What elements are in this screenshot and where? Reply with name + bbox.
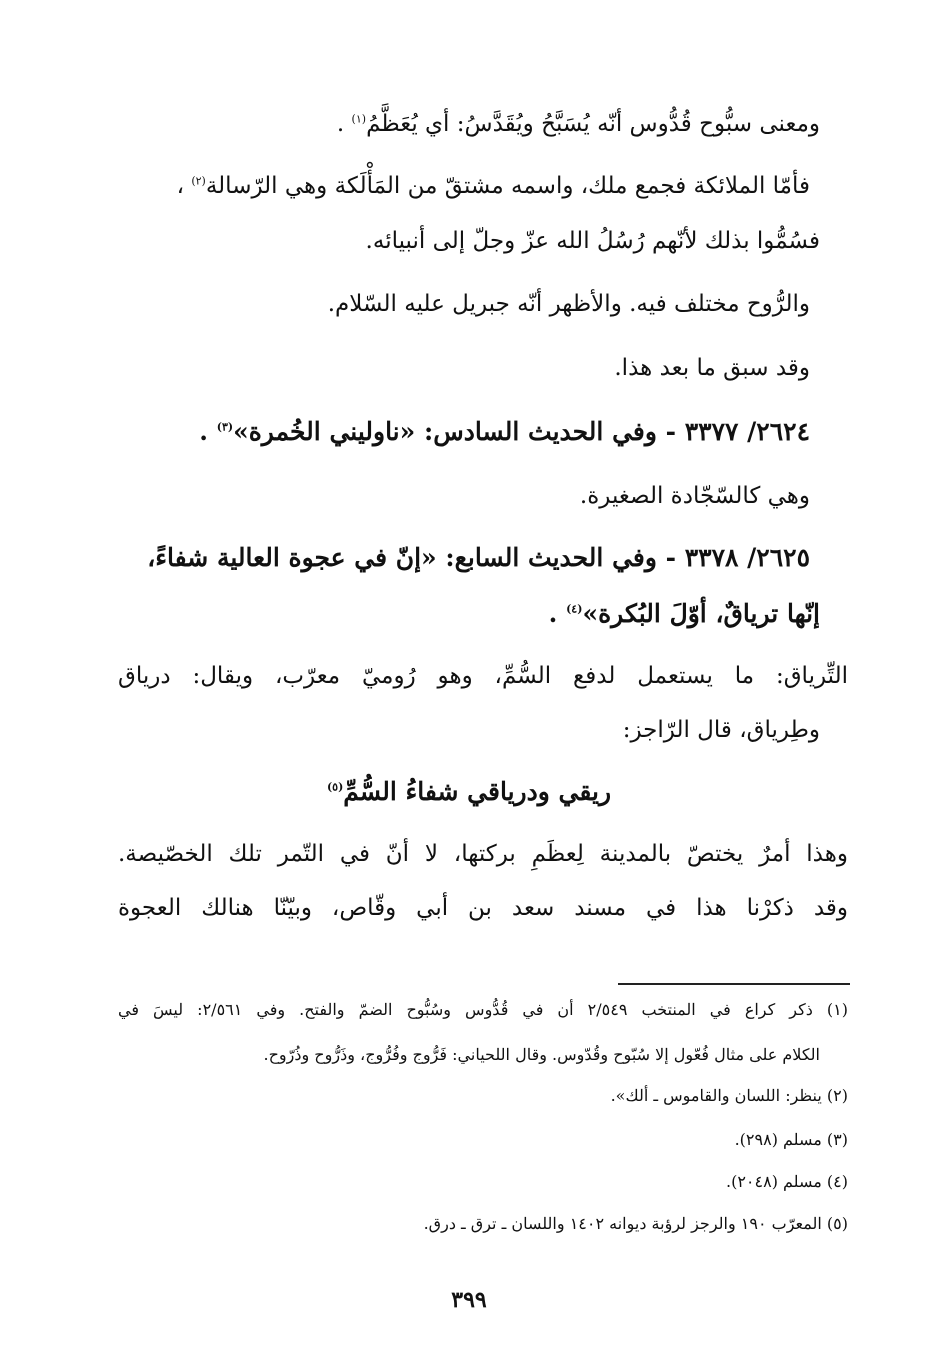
hadith-heading-3377-text: ٢٦٢٤/ ٣٣٧٧ - وفي الحديث السادس: «ناوليني الخُمرة» bbox=[233, 417, 810, 446]
hadith-heading-3378-line-2-text: إنّها ترياقٌ، أوّلَ البُكرة» bbox=[582, 599, 820, 628]
poetry-verse bbox=[0, 776, 938, 807]
footnote-ref-5[interactable]: (٥) bbox=[326, 780, 344, 794]
footnote-3-text: (٣) مسلم (٢٩٨). bbox=[734, 1130, 848, 1149]
footnote-5-text: (٥) المعرّب ١٩٠ والرجز لرؤبة ديوانه ١٤٠٢ واللسان ـ ترق ـ درق. bbox=[423, 1214, 848, 1233]
body-line-6 bbox=[580, 482, 810, 511]
footnote-1-line-1 bbox=[118, 1000, 848, 1020]
footnote-1-line-1-text: (١) ذكر كراع في المنتخب ٢/٥٤٩ أن في قُدُّوس وسُبُّوح الضمّ والفتح. وفي ٢/٥٦١: ليسَ في bbox=[118, 1000, 848, 1019]
hadith-heading-3378-line-1-text: ٢٦٢٥/ ٣٣٧٨ - وفي الحديث السابع: «إنّ في عجوة العالية شفاءً، bbox=[147, 543, 810, 572]
hadith-heading-3378-line-2-end: . bbox=[548, 599, 567, 628]
body-line-10-text: وقد ذكرْنا هذا في مسند سعد بن أبي وقّاص، وبيّنّا هنالك العجوة bbox=[118, 895, 848, 921]
footnote-4-text: (٤) مسلم (٢٠٤٨). bbox=[726, 1172, 848, 1191]
footnote-ref-1[interactable]: (١) bbox=[351, 112, 367, 126]
poetry-verse-text: ريقي ودرياقي شفاءُ السُّمِّ bbox=[343, 777, 612, 806]
hadith-heading-3377-end: . bbox=[199, 417, 217, 446]
footnote-4 bbox=[726, 1172, 848, 1192]
body-line-3 bbox=[366, 227, 820, 256]
body-line-6-text: وهي كالسّجّادة الصغيرة. bbox=[579, 483, 810, 509]
body-line-2 bbox=[177, 172, 810, 201]
footnote-3 bbox=[735, 1130, 848, 1150]
hadith-heading-3377 bbox=[199, 416, 810, 447]
hadith-heading-3378-line-2 bbox=[549, 598, 820, 629]
body-line-8-text: وطِرياق، قال الرّاجز: bbox=[622, 717, 820, 743]
body-line-9 bbox=[118, 840, 848, 869]
footnote-ref-2[interactable]: (٢) bbox=[191, 174, 206, 188]
body-line-8 bbox=[623, 716, 820, 745]
body-line-3-text: فسُمُّوا بذلك لأنّهم رُسُلُ الله عزّ وجلّ إلى أنبيائه. bbox=[365, 228, 820, 254]
body-line-7 bbox=[118, 662, 848, 691]
body-line-5-text: وقد سبق ما بعد هذا. bbox=[614, 355, 810, 381]
footnote-1-line-2-text: الكلام على مثال فُعّول إلا سُبّوح وقُدّوس. وقال اللحياني: فَرُّوج وفُرُّوج، وذَرُّوح وذُرّوح. bbox=[263, 1045, 820, 1064]
body-line-1 bbox=[337, 110, 820, 139]
body-line-4 bbox=[328, 290, 810, 319]
page-number: ٣٩٩ bbox=[451, 1287, 487, 1313]
footnote-2-text: (٢) ينظر: اللسان والقاموس ـ ألك». bbox=[610, 1086, 848, 1105]
body-line-10 bbox=[118, 894, 848, 923]
body-line-7-text: التِّرياق: ما يستعمل لدفع السُّمِّ، وهو رُوميّ معرّب، ويقال: درياق bbox=[118, 663, 848, 689]
footnote-2 bbox=[611, 1086, 848, 1106]
footnote-ref-3[interactable]: (٣) bbox=[216, 420, 234, 434]
body-line-9-text: وهذا أمرٌ يختصّ بالمدينة لِعظَمِ بركتها، لا أنّ في التّمر تلك الخصّيصة. bbox=[118, 841, 848, 867]
body-line-2-text: فأمّا الملائكة فجمع ملك، واسمه مشتقّ من المَأْلَكة وهي الرّسالة bbox=[205, 173, 810, 199]
hadith-heading-3378-line-1 bbox=[147, 542, 810, 573]
footnote-1-line-2 bbox=[264, 1045, 821, 1065]
footnote-5 bbox=[424, 1214, 848, 1234]
footnote-separator bbox=[618, 983, 850, 985]
body-line-1-text: ومعنى سبُّوح قُدُّوس أنّه يُسَبَّحُ ويُقَدَّسُ: أي يُعَظَّمُ bbox=[366, 111, 820, 137]
body-line-2-end: ، bbox=[176, 173, 192, 199]
body-line-1-end: . bbox=[336, 111, 352, 137]
footnote-ref-4[interactable]: (٤) bbox=[566, 602, 583, 616]
body-line-4-text: والرُّوح مختلف فيه. والأظهر أنّه جبريل عليه السّلام. bbox=[327, 291, 810, 317]
body-line-5 bbox=[614, 354, 810, 383]
